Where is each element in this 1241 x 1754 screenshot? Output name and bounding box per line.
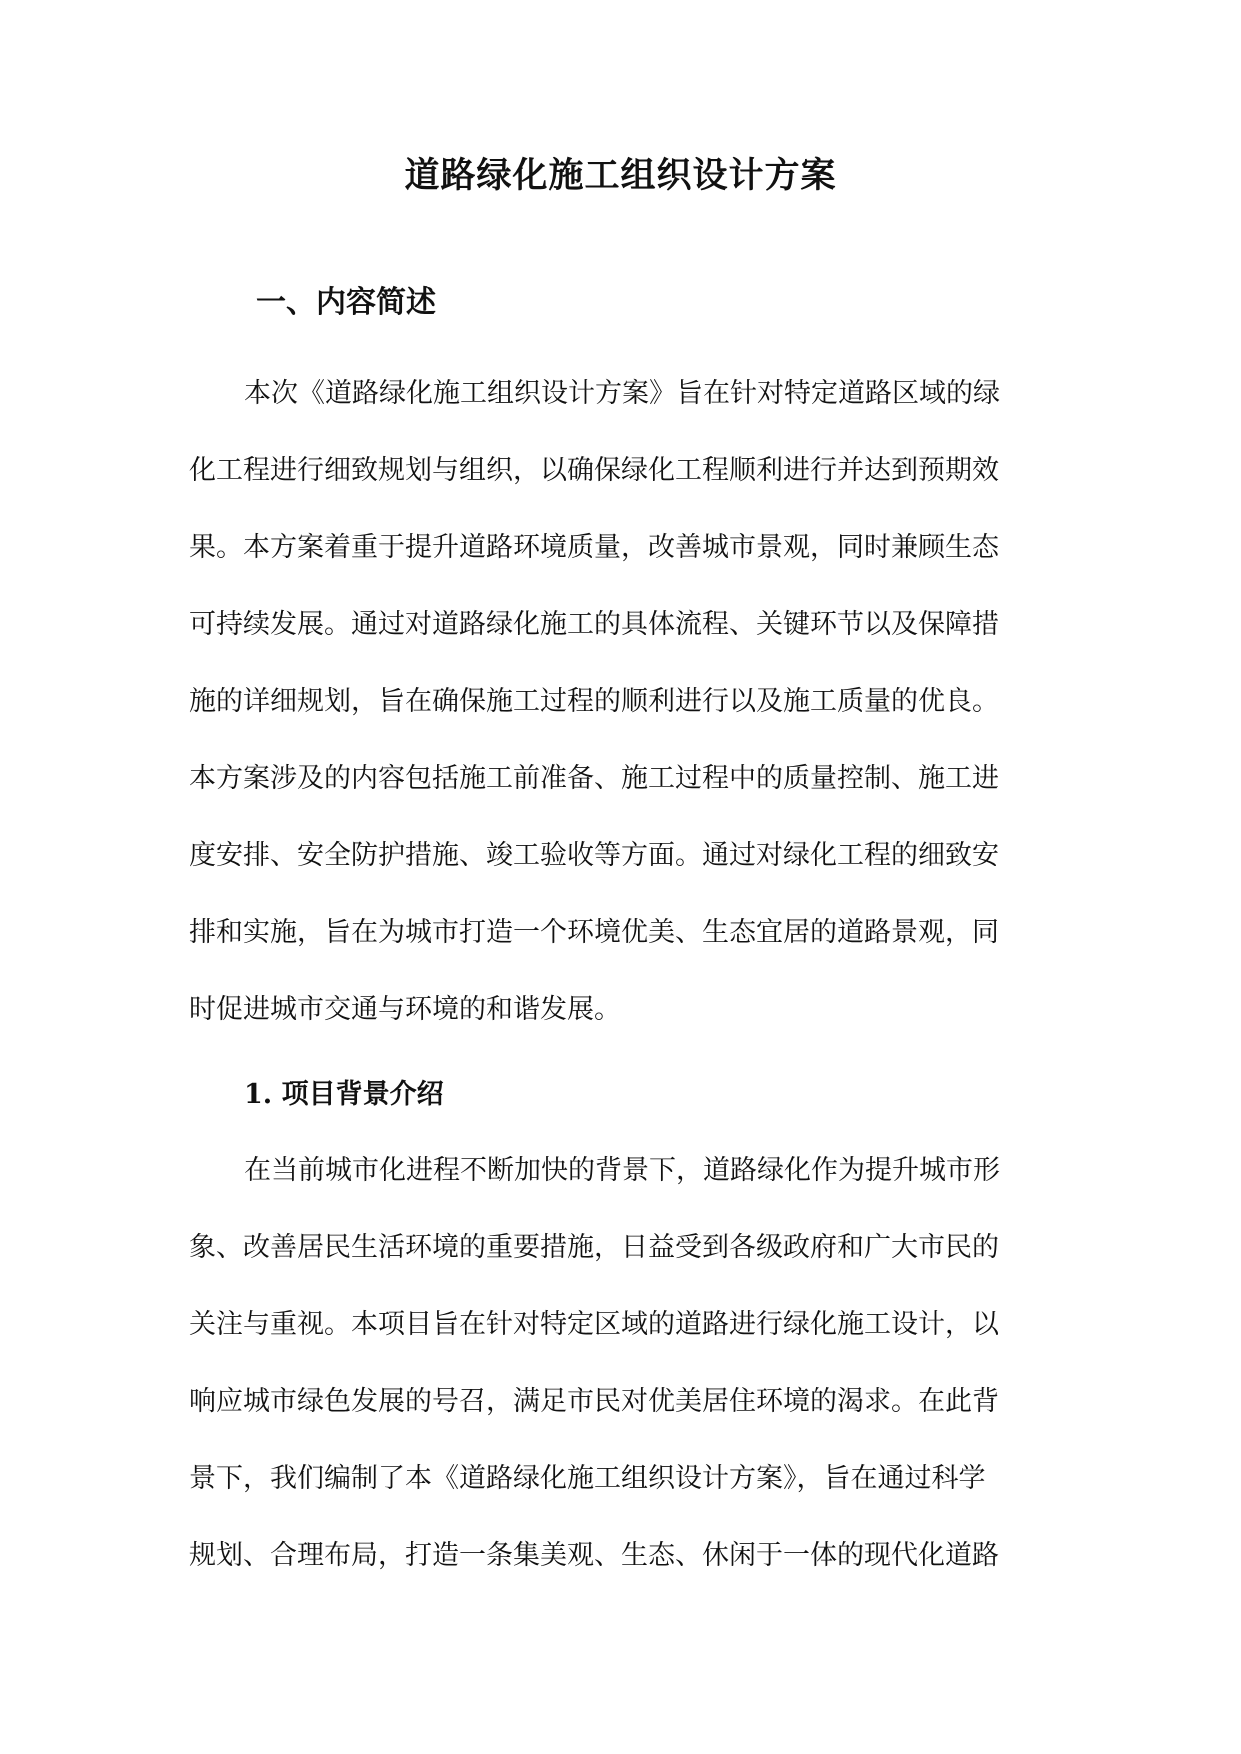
paragraph-line: 关注与重视。本项目旨在针对特定区域的道路进行绿化施工设计，以: [189, 1309, 999, 1340]
paragraph-line: 施的详细规划，旨在确保施工过程的顺利进行以及施工质量的优良。: [189, 686, 999, 717]
subsection-heading-project-background: 1. 项目背景介绍: [244, 1079, 444, 1110]
paragraph-line: 规划、合理布局，打造一条集美观、生态、休闲于一体的现代化道路: [189, 1540, 999, 1571]
paragraph-content-summary: [189, 355, 1047, 1048]
paragraph-line: 化工程进行细致规划与组织，以确保绿化工程顺利进行并达到预期效: [189, 455, 999, 486]
paragraph-line: 象、改善居民生活环境的重要措施，日益受到各级政府和广大市民的: [189, 1232, 999, 1263]
paragraph-line: 景下，我们编制了本《道路绿化施工组织设计方案》，旨在通过科学: [189, 1463, 986, 1494]
paragraph-project-background: [189, 1132, 1047, 1594]
paragraph-line: 本方案涉及的内容包括施工前准备、施工过程中的质量控制、施工进: [189, 763, 999, 794]
paragraph-line: 在当前城市化进程不断加快的背景下，道路绿化作为提升城市形: [244, 1155, 1000, 1186]
paragraph-line: 排和实施，旨在为城市打造一个环境优美、生态宜居的道路景观，同: [189, 917, 999, 948]
paragraph-line: 本次《道路绿化施工组织设计方案》旨在针对特定道路区域的绿: [244, 378, 1000, 409]
paragraph-line: 响应城市绿色发展的号召，满足市民对优美居住环境的渴求。在此背: [189, 1386, 999, 1417]
document-title: 道路绿化施工组织设计方案: [404, 155, 837, 196]
paragraph-line: 可持续发展。通过对道路绿化施工的具体流程、关键环节以及保障措: [189, 609, 999, 640]
section-heading-content-summary: 一、内容简述: [256, 285, 436, 320]
paragraph-line: 果。本方案着重于提升道路环境质量，改善城市景观，同时兼顾生态: [189, 532, 999, 563]
paragraph-line: 时促进城市交通与环境的和谐发展。: [189, 994, 621, 1025]
paragraph-line: 度安排、安全防护措施、竣工验收等方面。通过对绿化工程的细致安: [189, 840, 999, 871]
